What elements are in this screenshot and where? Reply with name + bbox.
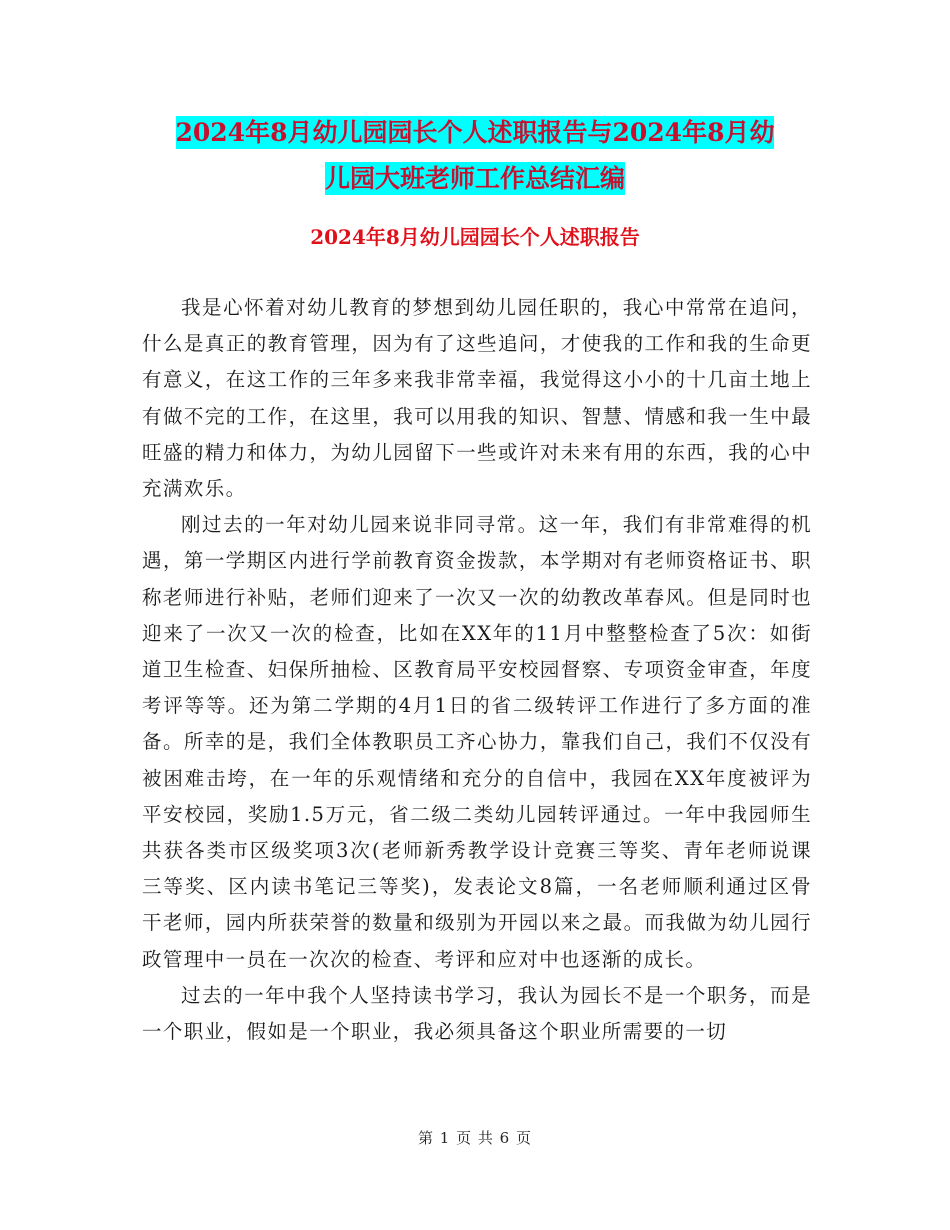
document-title-line1: 2024年8月幼儿园园长个人述职报告与2024年8月幼 — [175, 118, 775, 147]
paragraph: 过去的一年中我个人坚持读书学习，我认为园长不是一个职务，而是一个职业，假如是一个职业，我必须具备这个职业所需要的一切 — [142, 983, 812, 1044]
section-title: 2024年8月幼儿园园长个人述职报告 — [310, 225, 640, 249]
document-title — [120, 110, 830, 202]
page-footer: 第 1 页 共 6 页 — [418, 1129, 532, 1147]
paragraph: 刚过去的一年对幼儿园来说非同寻常。这一年，我们有非常难得的机遇，第一学期区内进行学前教育资金拨款，本学期对有老师资格证书、职称老师进行补贴，老师们迎来了一次又一次的幼教改革春风。但是同时也迎来了一次又一次的检查，比如在XX年的11月中整整检查了5次：如街道卫生检查、妇保所抽检、区教育局平安校园督察、专项资金审查，年度考评等等。还为第二学期的4月1日的省二级转评工作进行了多方面的准备。所幸的是，我们全体教职员工齐心协力，靠我们自己，我们不仅没有被困难击垮，在一年的乐观情绪和充分的自信中，我园在XX年度被评为平安校园，奖励1.5万元，省二级二类幼儿园转评通过。一年中我园师生共获各类市区级奖项3次(老师新秀教学设计竞赛三等奖、青年老师说课三等奖、区内读书笔记三等奖)，发表论文8篇，一名老师顺利通过区骨干老师，园内所获荣誉的数量和级别为开园以来之最。而我做为幼儿园行政管理中一员在一次次的检查、考评和应对中也逐渐的成长。 — [142, 513, 812, 971]
paragraph: 我是心怀着对幼儿教育的梦想到幼儿园任职的，我心中常常在追问，什么是真正的教育管理，因为有了这些追问，才使我的工作和我的生命更有意义，在这工作的三年多来我非常幸福，我觉得这小小的十几亩土地上有做不完的工作，在这里，我可以用我的知识、智慧、情感和我一生中最旺盛的精力和体力，为幼儿园留下一些或许对未来有用的东西，我的心中充满欢乐。 — [142, 296, 812, 501]
document-body — [142, 290, 812, 1050]
document-title-line2: 儿园大班老师工作总结汇编 — [324, 164, 625, 193]
